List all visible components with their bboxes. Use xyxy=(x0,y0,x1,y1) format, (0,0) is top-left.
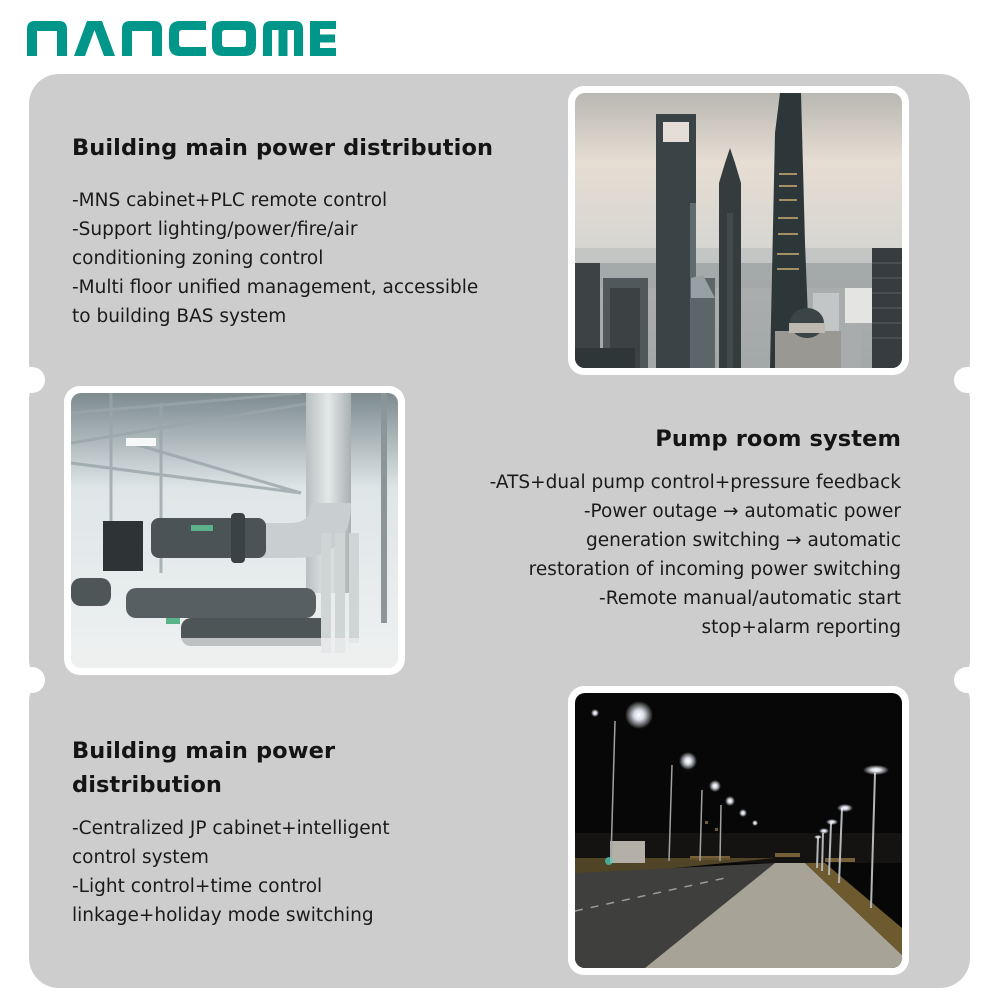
description-line: -MNS cabinet+PLC remote control xyxy=(72,190,388,211)
description-line: restoration of incoming power switching xyxy=(528,559,901,580)
section-description xyxy=(72,186,478,331)
title-line: Building main power xyxy=(72,738,336,764)
section-title xyxy=(72,734,335,802)
nancome-logo xyxy=(27,21,336,56)
pump-room-photo xyxy=(64,386,405,675)
description-line: linkage+holiday mode switching xyxy=(72,905,374,926)
section-description xyxy=(72,814,390,930)
description-line: -Support lighting/power/fire/air xyxy=(72,219,358,240)
city-skyline-image xyxy=(575,93,902,368)
city-skyline-photo xyxy=(568,86,909,375)
description-line: generation switching → automatic xyxy=(586,530,901,551)
description-line: -Power outage → automatic power xyxy=(583,501,901,522)
description-line: -ATS+dual pump control+pressure feedback xyxy=(489,472,901,493)
pump-room-image xyxy=(71,393,398,668)
description-line: to building BAS system xyxy=(72,306,287,327)
description-line: control system xyxy=(72,847,209,868)
description-line: conditioning zoning control xyxy=(72,248,324,269)
description-line: -Light control+time control xyxy=(72,876,323,897)
description-line: -Remote manual/automatic start xyxy=(599,588,901,609)
section-title: Pump room system xyxy=(655,426,901,452)
street-lights-image xyxy=(575,693,902,968)
section-description xyxy=(490,468,901,642)
title-line: distribution xyxy=(72,772,223,798)
street-lights-night-photo xyxy=(568,686,909,975)
section-title: Building main power distribution xyxy=(72,135,494,161)
description-line: -Multi floor unified management, accessible xyxy=(72,277,479,298)
description-line: stop+alarm reporting xyxy=(701,617,901,638)
description-line: -Centralized JP cabinet+intelligent xyxy=(72,818,390,839)
